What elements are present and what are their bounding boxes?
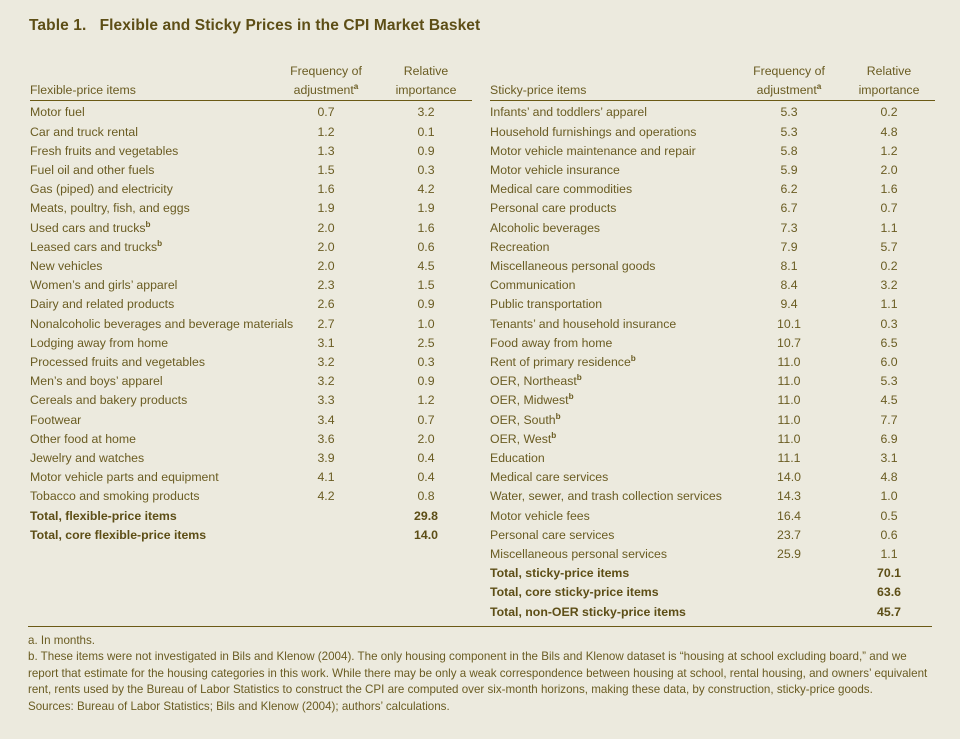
footnote-b: b. These items were not investigated in Bils and Klenow (2004). The only housing component in the Bils and Klenow dataset is “housing at school excluding board,” and we report that estimate for the housing categories in this work. While there may be only a weak correspondence between housing at school, rental housing, and owners’ equivalent rent, rents used by the Bureau of Labor Statistics to construct the CPI are computed over six-month horizons, making these data, by construction, sticky-price goods.: [28, 650, 928, 697]
cell-relative-importance-value: 4.5: [880, 393, 898, 408]
cell-relative-importance-value: 2.0: [417, 431, 435, 446]
table-row: [30, 372, 472, 391]
cell-item-label: OER, Midwest$^b$: [490, 392, 574, 408]
cell-frequency-value: 8.4: [780, 278, 798, 293]
cell-frequency-value: [735, 564, 843, 583]
table-row: [490, 526, 935, 545]
table-header: [30, 62, 472, 101]
table-row: [30, 161, 472, 180]
table-row: [490, 257, 935, 276]
cell-item-label: Motor fuel: [30, 105, 85, 120]
table-total-row: [30, 526, 472, 545]
footnote-marker-a: a: [816, 82, 822, 92]
cell-relative-importance-value: 3.1: [880, 451, 898, 466]
cell-item-label: OER, South$^b$: [490, 411, 561, 427]
cell-frequency-value: 2.0: [317, 239, 335, 254]
cell-item-label: Processed fruits and vegetables: [30, 355, 205, 370]
cell-relative-importance-value: 0.2: [880, 105, 898, 120]
cell-frequency-value: 5.3: [780, 124, 798, 139]
cell-frequency-value: 11.1: [777, 451, 801, 466]
cell-relative-importance-value: 0.8: [417, 489, 435, 504]
table-row: [490, 295, 935, 314]
flexible-price-table: [30, 62, 472, 545]
cell-frequency-value: 11.0: [777, 374, 801, 389]
rel-line1: Relative: [403, 64, 449, 78]
cell-item-label: Total, flexible-price items: [30, 508, 177, 523]
rel-line2: importance: [858, 83, 920, 98]
table-total-row: [490, 583, 935, 602]
cell-relative-importance-value: 0.6: [880, 527, 898, 542]
cell-relative-importance-value: 4.5: [417, 259, 435, 274]
cell-frequency-value: 2.6: [317, 297, 335, 312]
table-row: [490, 487, 935, 506]
cell-item-label: Total, core sticky-price items: [490, 585, 659, 600]
cell-item-label: Footwear: [30, 412, 82, 427]
cell-relative-importance-value: 5.3: [880, 374, 898, 389]
cell-relative-importance-value: 1.1: [880, 220, 898, 235]
cell-item-label: Motor vehicle maintenance and repair: [490, 143, 696, 158]
cell-item-label: Public transportation: [490, 297, 603, 312]
cell-frequency-value: 4.2: [317, 489, 335, 504]
cell-frequency-value: 4.1: [317, 470, 335, 485]
cell-relative-importance-value: 0.3: [880, 316, 898, 331]
column-header-relative-importance: [380, 62, 472, 101]
cell-relative-importance-value: 1.6: [880, 182, 898, 197]
table-total-row: [490, 564, 935, 583]
cell-relative-importance-value: 6.9: [880, 431, 898, 446]
cell-item-label: Other food at home: [30, 431, 136, 446]
cell-frequency-value: 1.5: [317, 163, 335, 178]
table-row: [30, 276, 472, 295]
cell-relative-importance-value: 1.2: [417, 393, 435, 408]
cell-item-label: Personal care products: [490, 201, 617, 216]
column-header-relative-importance: [843, 62, 935, 101]
table-row: [30, 199, 472, 218]
cell-item-label: Jewelry and watches: [30, 451, 145, 466]
table-row: [490, 545, 935, 564]
table-row: [30, 238, 472, 257]
cell-frequency-value: 3.3: [317, 393, 335, 408]
cell-relative-importance-value: 0.5: [880, 508, 898, 523]
cell-item-label: Fresh fruits and vegetables: [30, 143, 179, 158]
table-row: [490, 199, 935, 218]
cell-frequency-value: 5.3: [780, 105, 798, 120]
cell-item-label: Meats, poultry, fish, and eggs: [30, 201, 190, 216]
cell-item-label: Lodging away from home: [30, 335, 169, 350]
cell-frequency-value: 25.9: [777, 547, 801, 562]
cell-frequency-value: 2.0: [317, 220, 335, 235]
table-row: [490, 238, 935, 257]
table-row: [490, 430, 935, 449]
table-row: [30, 180, 472, 199]
cell-frequency-value: 1.2: [317, 124, 335, 139]
cell-frequency-value: 2.7: [317, 316, 335, 331]
cell-relative-importance-value: 3.2: [880, 278, 898, 293]
cell-item-label: OER, Northeast$^b$: [490, 373, 582, 389]
table-row: [490, 161, 935, 180]
cell-frequency-value: 2.0: [317, 259, 335, 274]
table-row: [30, 487, 472, 506]
cell-relative-importance-value: 6.5: [880, 335, 898, 350]
cell-frequency-value: 14.0: [777, 470, 801, 485]
cell-relative-importance-value: 2.0: [880, 163, 898, 178]
cell-item-label: Rent of primary residence$^b$: [490, 353, 636, 370]
footnote-marker-b: b: [576, 373, 582, 383]
cell-item-label: Gas (piped) and electricity: [30, 182, 173, 197]
cell-relative-importance-value: 4.2: [417, 182, 435, 197]
table-header: [490, 62, 935, 101]
cell-relative-importance-value: 5.7: [880, 239, 898, 254]
table-row: [490, 411, 935, 430]
footnote-marker-b: b: [555, 411, 561, 421]
column-header-frequency: [735, 62, 843, 101]
cell-item-label: Education: [490, 451, 545, 466]
cell-item-label: Alcoholic beverages: [490, 220, 601, 235]
footnotes: [28, 626, 932, 715]
cell-item-label: Infants’ and toddlers’ apparel: [490, 105, 648, 120]
flexible-price-table-wrap: [0, 62, 490, 622]
footnote-marker-b: b: [145, 219, 151, 229]
cell-relative-importance-value: 1.0: [417, 316, 435, 331]
cell-item-label: OER, West$^b$: [490, 430, 557, 446]
table-row: [490, 334, 935, 353]
cell-frequency-value: 10.1: [777, 316, 801, 331]
table-row: [30, 430, 472, 449]
cell-relative-importance-value: 29.8: [414, 508, 438, 523]
cell-frequency-value: 1.9: [317, 201, 335, 216]
flexible-rows: [30, 101, 472, 545]
footnote-marker-a: a: [353, 82, 359, 92]
cell-relative-importance-value: 1.1: [880, 297, 898, 312]
cell-relative-importance-value: 0.6: [417, 239, 435, 254]
cell-frequency-value: 16.4: [777, 508, 801, 523]
rel-line1: Relative: [866, 64, 912, 78]
cell-item-label: Total, sticky-price items: [490, 566, 630, 581]
freq-line2: adjustment: [293, 83, 354, 98]
cell-item-label: Cereals and bakery products: [30, 393, 188, 408]
cell-relative-importance-value: 70.1: [877, 566, 901, 581]
cell-frequency-value: 3.4: [317, 412, 335, 427]
table-row: [490, 142, 935, 161]
tables-container: [0, 62, 960, 622]
column-header-item: Flexible-price items: [30, 62, 272, 101]
cell-frequency-value: 23.7: [777, 527, 801, 542]
cell-frequency-value: 6.7: [780, 201, 798, 216]
cell-item-label: Miscellaneous personal goods: [490, 259, 656, 274]
cell-frequency-value: 2.3: [317, 278, 335, 293]
cell-frequency-value: 11.0: [777, 393, 801, 408]
cell-relative-importance-value: 7.7: [880, 412, 898, 427]
column-header-frequency: [272, 62, 380, 101]
cell-item-label: Dairy and related products: [30, 297, 175, 312]
cell-relative-importance-value: 1.9: [417, 201, 435, 216]
sources-note: Sources: Bureau of Labor Statistics; Bils and Klenow (2004); authors’ calculations.: [28, 699, 450, 713]
cell-frequency-value: [735, 583, 843, 602]
table-row: [30, 257, 472, 276]
table-row: [490, 353, 935, 372]
cell-frequency-value: 9.4: [780, 297, 798, 312]
table-row: [30, 334, 472, 353]
table-row: [30, 219, 472, 238]
table-row: [490, 449, 935, 468]
cell-frequency-value: 3.9: [317, 451, 335, 466]
footnotes-divider: [28, 626, 932, 627]
cell-item-label: Medical care services: [490, 470, 609, 485]
table-total-row: [30, 507, 472, 526]
rel-line2: importance: [395, 83, 457, 98]
cell-relative-importance-value: 4.8: [880, 470, 898, 485]
cell-relative-importance-value: 0.9: [417, 143, 435, 158]
table-row: [490, 507, 935, 526]
cell-frequency-value: 3.2: [317, 374, 335, 389]
sticky-rows: [490, 101, 935, 622]
cell-frequency-value: 1.6: [317, 182, 335, 197]
table-row: [30, 411, 472, 430]
cell-frequency-value: 7.9: [780, 239, 798, 254]
table-row: [490, 391, 935, 410]
cell-relative-importance-value: 0.7: [880, 201, 898, 216]
cell-relative-importance-value: 0.9: [417, 374, 435, 389]
table-row: [490, 219, 935, 238]
cell-relative-importance-value: 0.3: [417, 163, 435, 178]
cell-frequency-value: 3.1: [317, 335, 335, 350]
cell-relative-importance-value: 63.6: [877, 585, 901, 600]
table-row: [30, 315, 472, 334]
cell-item-label: New vehicles: [30, 259, 103, 274]
cell-relative-importance-value: 1.2: [880, 143, 898, 158]
cell-frequency-value: 11.0: [777, 431, 801, 446]
cell-item-label: Nonalcoholic beverages and beverage materials: [30, 316, 294, 331]
cell-frequency-value: 11.0: [777, 412, 801, 427]
cell-item-label: Communication: [490, 278, 576, 293]
cell-relative-importance-value: 1.1: [880, 547, 898, 562]
table-row: [490, 276, 935, 295]
cell-item-label: Recreation: [490, 239, 550, 254]
cell-relative-importance-value: 1.6: [417, 220, 435, 235]
freq-line2: adjustment: [756, 83, 817, 98]
cell-frequency-value: 6.2: [780, 182, 798, 197]
footnote-marker-b: b: [568, 392, 574, 402]
cell-frequency-value: 8.1: [780, 259, 798, 274]
cell-relative-importance-value: 6.0: [880, 355, 898, 370]
cell-frequency-value: 11.0: [777, 355, 801, 370]
footnote-a: a. In months.: [28, 634, 96, 647]
cell-frequency-value: [735, 603, 843, 622]
cell-frequency-value: 7.3: [780, 220, 798, 235]
cell-item-label: Leased cars and trucks$^b$: [30, 238, 163, 254]
cell-frequency-value: 3.2: [317, 355, 335, 370]
cell-relative-importance-value: 0.7: [417, 412, 435, 427]
cell-frequency-value: 10.7: [777, 335, 801, 350]
table-row: [30, 449, 472, 468]
cell-item-label: Medical care commodities: [490, 182, 633, 197]
cell-relative-importance-value: 0.4: [417, 470, 435, 485]
header-row: [30, 62, 472, 101]
table-row: [490, 123, 935, 142]
cell-frequency-value: [272, 526, 380, 545]
freq-line1: Frequency of: [753, 64, 825, 78]
table-row: [30, 391, 472, 410]
table-row: [490, 180, 935, 199]
cell-item-label: Food away from home: [490, 335, 613, 350]
cell-frequency-value: [272, 507, 380, 526]
table-total-row: [490, 603, 935, 622]
cell-item-label: Household furnishings and operations: [490, 124, 697, 139]
cell-relative-importance-value: 0.9: [417, 297, 435, 312]
cell-relative-importance-value: 2.5: [417, 335, 435, 350]
cell-relative-importance-value: 0.1: [417, 124, 435, 139]
table-row: [30, 142, 472, 161]
cell-item-label: Men’s and boys’ apparel: [30, 374, 163, 389]
cell-item-label: Car and truck rental: [30, 124, 138, 139]
cell-frequency-value: 5.8: [780, 143, 798, 158]
cell-item-label: Motor vehicle parts and equipment: [30, 470, 219, 485]
cell-item-label: Total, non-OER sticky-price items: [490, 604, 686, 619]
cell-item-label: Water, sewer, and trash collection services: [490, 489, 722, 504]
table-row: [30, 295, 472, 314]
cell-item-label: Personal care services: [490, 527, 615, 542]
footnote-marker-b: b: [157, 238, 163, 248]
cell-item-label: Fuel oil and other fuels: [30, 163, 155, 178]
cell-frequency-value: 14.3: [777, 489, 801, 504]
column-header-item: Sticky-price items: [490, 62, 735, 101]
cell-item-label: Women’s and girls’ apparel: [30, 278, 178, 293]
table-row: [30, 353, 472, 372]
cell-frequency-value: 3.6: [317, 431, 335, 446]
footnote-marker-b: b: [551, 430, 557, 440]
cell-item-label: Tobacco and smoking products: [30, 489, 200, 504]
cell-relative-importance-value: 0.4: [417, 451, 435, 466]
cell-relative-importance-value: 0.3: [417, 355, 435, 370]
cell-relative-importance-value: 45.7: [877, 604, 901, 619]
sticky-price-table-wrap: [490, 62, 960, 622]
sticky-price-table: [490, 62, 935, 622]
cell-item-label: Motor vehicle insurance: [490, 163, 620, 178]
cell-item-label: Motor vehicle fees: [490, 508, 590, 523]
cell-frequency-value: 1.3: [317, 143, 335, 158]
cell-item-label: Total, core flexible-price items: [30, 527, 207, 542]
cell-item-label: Miscellaneous personal services: [490, 547, 668, 562]
cell-frequency-value: 0.7: [317, 105, 335, 120]
header-row: [490, 62, 935, 101]
cell-item-label: Used cars and trucks$^b$: [30, 219, 151, 235]
cell-relative-importance-value: 4.8: [880, 124, 898, 139]
cell-relative-importance-value: 1.0: [880, 489, 898, 504]
table-row: [490, 101, 935, 123]
cell-relative-importance-value: 0.2: [880, 259, 898, 274]
table-row: [30, 468, 472, 487]
table-row: [490, 315, 935, 334]
cell-item-label: Tenants’ and household insurance: [490, 316, 677, 331]
cell-frequency-value: 5.9: [780, 163, 798, 178]
table-row: [30, 123, 472, 142]
cell-relative-importance-value: 1.5: [417, 278, 435, 293]
footnote-marker-b: b: [630, 353, 636, 363]
table-row: [490, 372, 935, 391]
cell-relative-importance-value: 14.0: [414, 527, 438, 542]
page-title: Table 1. Flexible and Sticky Prices in the CPI Market Basket: [29, 17, 481, 34]
freq-line1: Frequency of: [290, 64, 362, 78]
cell-relative-importance-value: 3.2: [417, 105, 435, 120]
table-row: [490, 468, 935, 487]
table-row: [30, 101, 472, 123]
